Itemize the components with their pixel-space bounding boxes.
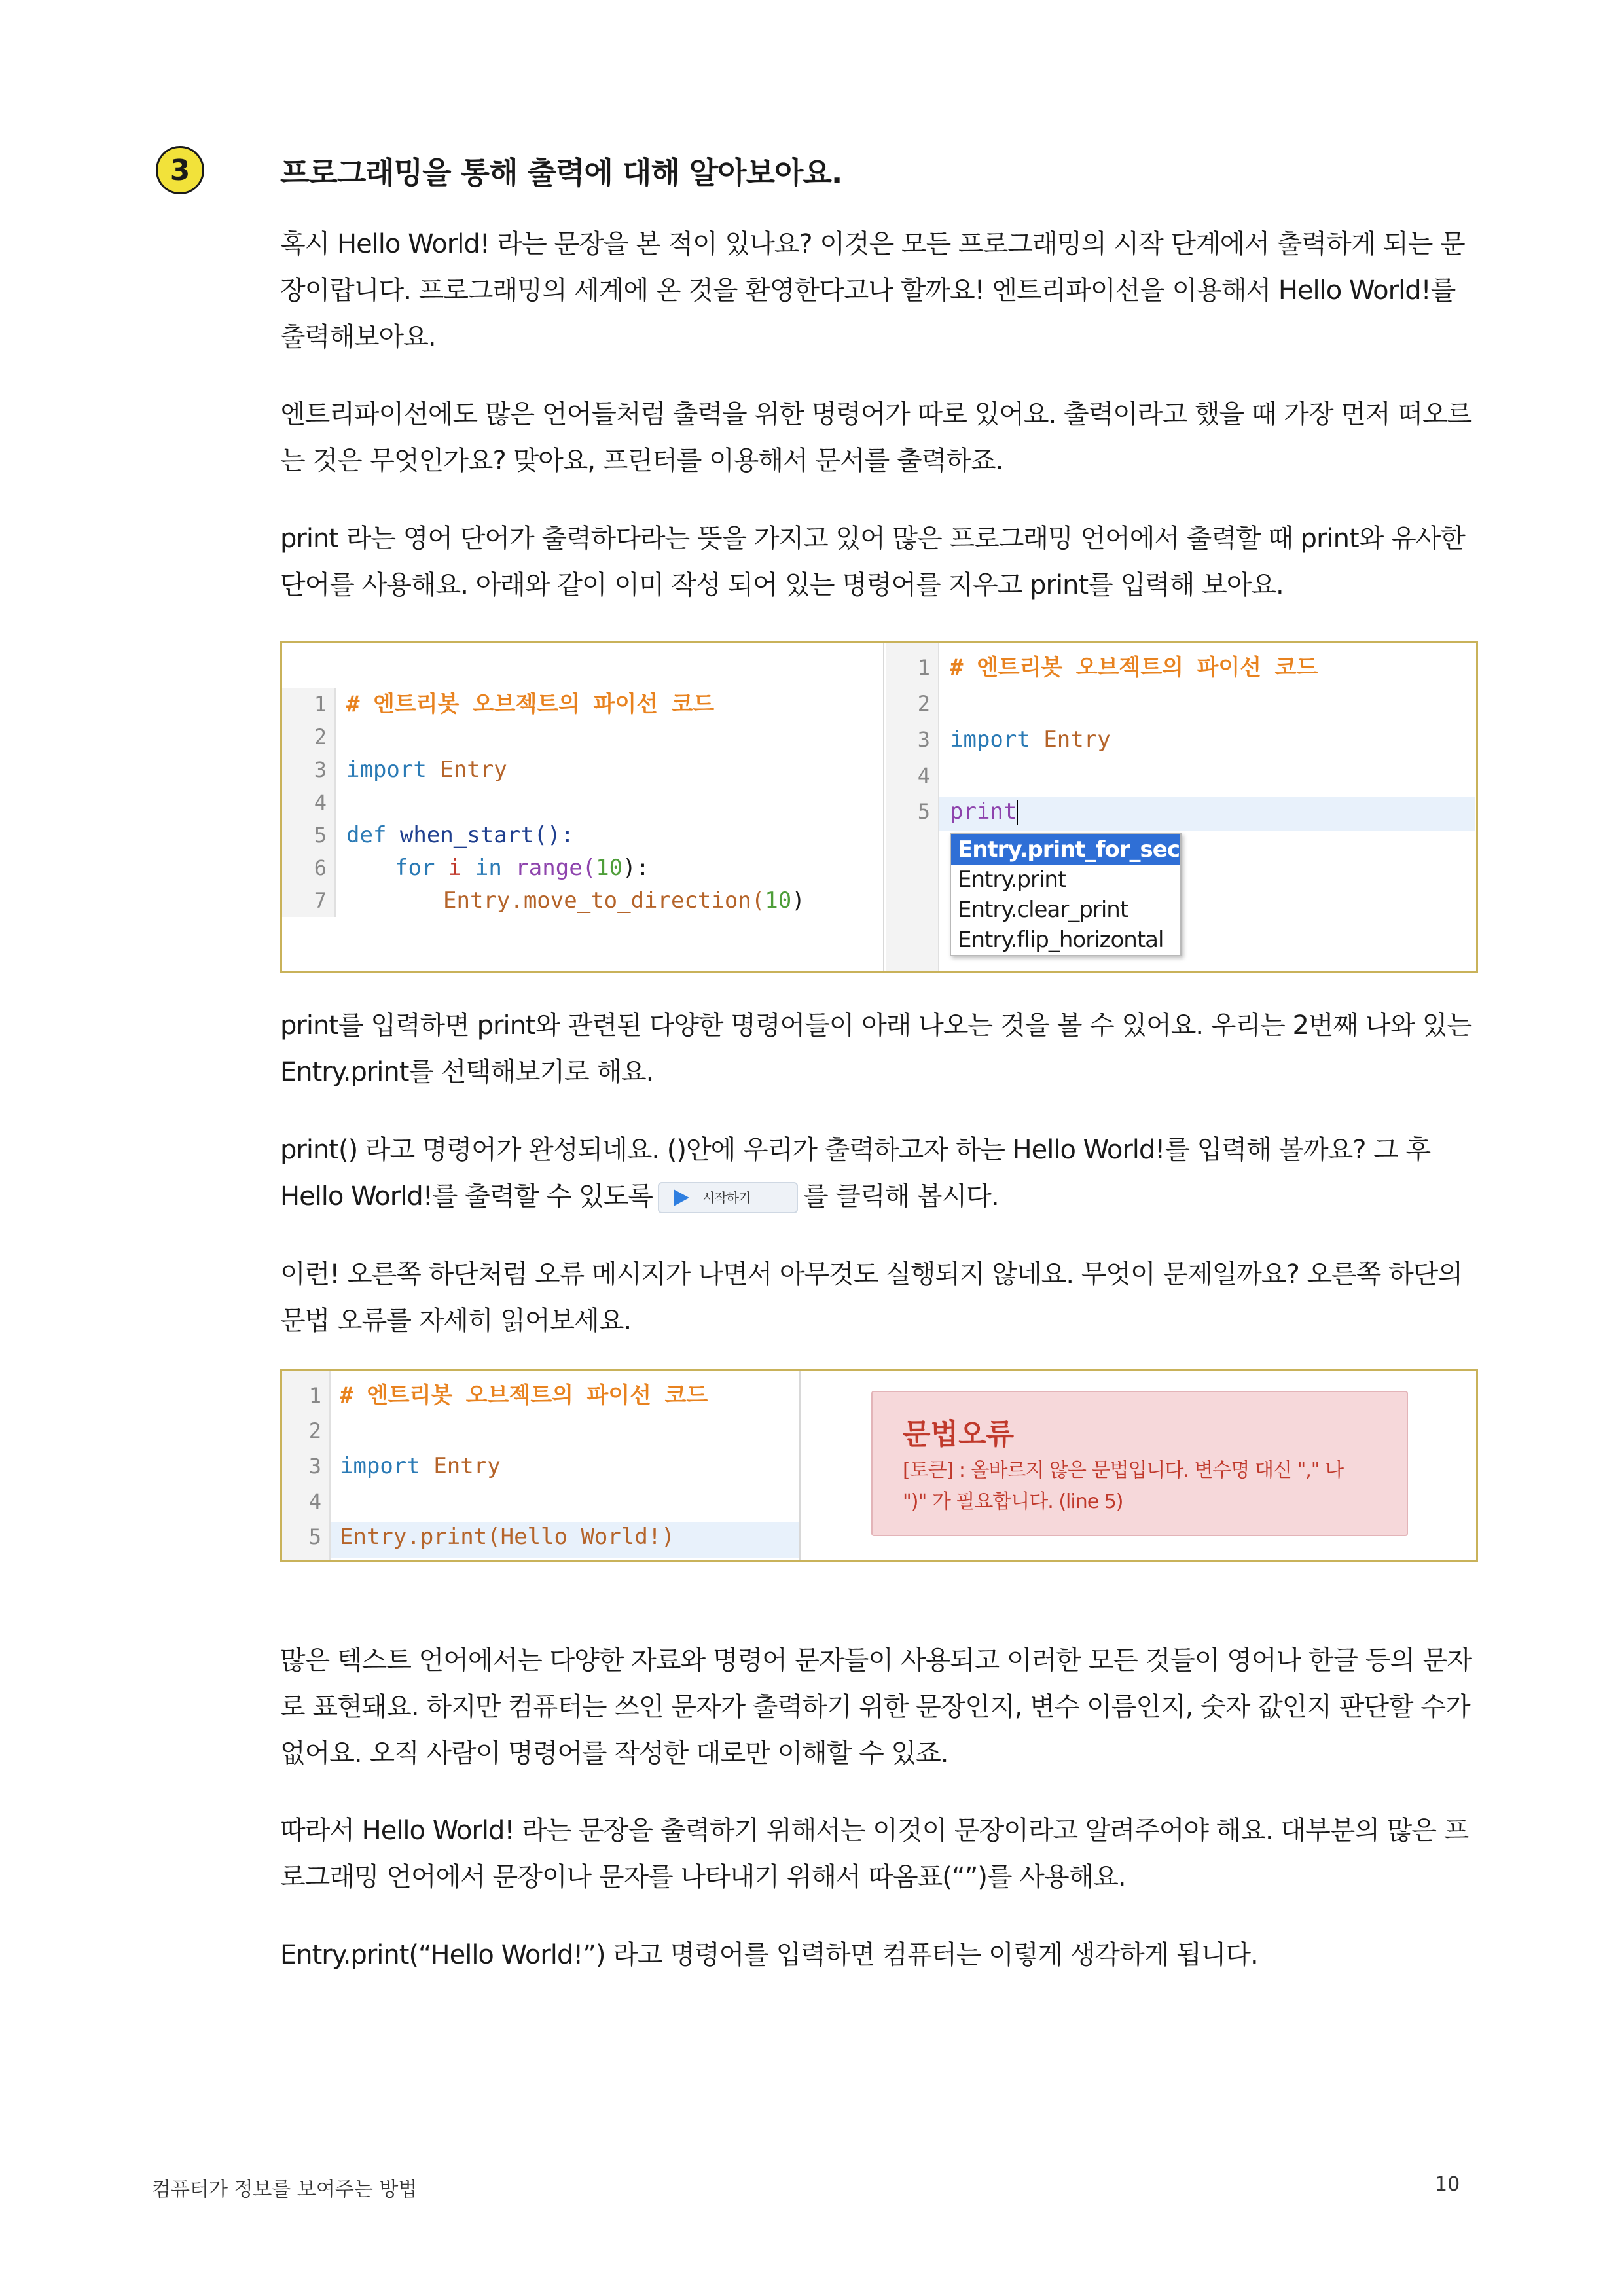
active-line-highlight bbox=[939, 797, 1475, 831]
paragraph-autocomplete: print를 입력하면 print와 관련된 다양한 명령어들이 아래 나오는 것을 볼 수 있어요. 우리는 2번째 나와 있는 Entry.print를 선택해보기로 해요. bbox=[280, 1011, 1472, 1087]
paragraph-print-command: 엔트리파이선에도 많은 언어들처럼 출력을 위한 명령어가 따로 있어요. 출력이라고 했을 때 가장 먼저 떠오르 는 것은 무엇인가요? 맞아요, 프린터를 이용해서 문서를 출력하죠. bbox=[280, 399, 1472, 476]
autocomplete-item[interactable]: Entry.print bbox=[958, 867, 1066, 893]
footer-chapter-title: 컴퓨터가 정보를 보여주는 방법 bbox=[152, 2178, 418, 2201]
syntax-error-message bbox=[871, 1391, 1408, 1536]
code-def-line: def when_start(): bbox=[346, 822, 575, 848]
section-title: 프로그래밍을 통해 출력에 대해 알아보아요. bbox=[280, 155, 842, 190]
paragraph-complete-command: print() 라고 명령어가 완성되네요. ()안에 우리가 출력하고자 하는 Hello World!를 입력해 볼까요? 그 후 Hello World!를 출력할 수 있도록 시작하기 를 클릭해 봅시다. bbox=[280, 1127, 1478, 1220]
code-comment: # 엔트리봇 오브젝트의 파이선 코드 bbox=[340, 1382, 708, 1408]
start-button[interactable]: 시작하기 bbox=[658, 1182, 798, 1213]
code-editor-original: 1 2 3 4 5 6 7 # 엔트리봇 오브젝트의 파이선 코드 import Entry def when_start(): for i in range(10): Entry.move_to_direction(10) bbox=[282, 688, 871, 917]
code-for-line: for i in range(10): bbox=[395, 855, 650, 881]
paragraph-print-word: print 라는 영어 단어가 출력하다라는 뜻을 가지고 있어 많은 프로그래밍 언어에서 출력할 때 print와 유사한 단어를 사용해요. 아래와 같이 이미 작성 되어 있는 명령어를 지우고 print를 입력해 보아요. bbox=[280, 524, 1465, 600]
autocomplete-item[interactable]: Entry.flip_horizontal bbox=[958, 927, 1164, 953]
paragraph-intro: 혹시 Hello World! 라는 문장을 본 적이 있나요? 이것은 모든 프로그래밍의 시작 단계에서 출력하게 되는 문 장이랍니다. 프로그래밍의 세계에 온 것을 환영한다고나 할까요! 엔트리파이선을 이용해서 Hello World!를 출력해보아요. bbox=[280, 229, 1465, 352]
panel-divider bbox=[883, 643, 884, 971]
error-detail: [토큰] : 올바르지 않은 문법입니다. 변수명 대신 "," 나 ")" 가 필요합니다. (line 5) bbox=[903, 1459, 1344, 1513]
code-typed-line[interactable]: print bbox=[950, 798, 1017, 825]
play-icon bbox=[674, 1189, 689, 1206]
paragraph-quotes: 따라서 Hello World! 라는 문장을 출력하기 위해서는 이것이 문장이라고 알려주어야 해요. 대부분의 많은 프 로그래밍 언어에서 문장이나 문자를 나타내기 위해서 따옴표(“”)를 사용해요. bbox=[280, 1816, 1469, 1892]
code-editor-typing: 1 2 3 4 5 # 엔트리봇 오브젝트의 파이선 코드 import Entry print Entry.print_for_sec Entry.print Entry.clear_print Entry.flip_horizontal bbox=[886, 643, 1475, 971]
code-import-line: import Entry bbox=[340, 1453, 501, 1479]
page-number: 10 bbox=[1435, 2173, 1460, 2196]
autocomplete-item[interactable]: Entry.print_for_sec bbox=[951, 834, 1180, 865]
section-number-badge: 3 bbox=[156, 146, 204, 194]
paragraph-text-languages: 많은 텍스트 언어에서는 다양한 자료와 명령어 문자들이 사용되고 이러한 모든 것들이 영어나 한글 등의 문자 로 표현돼요. 하지만 컴퓨터는 쓰인 문자가 출력하기 위한 문장인지, 변수 이름인지, 숫자 값인지 판단할 수가 없어요. 오직 사람이 명령어를 작성한 대로만 이해할 수 있죠. bbox=[280, 1645, 1472, 1768]
text-cursor bbox=[1017, 800, 1018, 825]
code-figure-1 bbox=[280, 641, 1478, 973]
code-figure-2 bbox=[280, 1369, 1478, 1562]
code-import-line: import Entry bbox=[346, 757, 507, 783]
paragraph-error-intro: 이런! 오른쪽 하단처럼 오류 메시지가 나면서 아무것도 실행되지 않네요. 무엇이 문제일까요? 오른쪽 하단의 문법 오류를 자세히 읽어보세요. bbox=[280, 1259, 1463, 1336]
autocomplete-dropdown[interactable] bbox=[950, 833, 1182, 956]
paragraph-entry-print: Entry.print(“Hello World!”) 라고 명령어를 입력하면 컴퓨터는 이렇게 생각하게 됩니다. bbox=[280, 1940, 1258, 1970]
code-comment: # 엔트리봇 오브젝트의 파이선 코드 bbox=[346, 691, 715, 717]
code-call-line: Entry.move_to_direction(10) bbox=[443, 888, 805, 914]
code-editor-error: 1 2 3 4 5 # 엔트리봇 오브젝트의 파이선 코드 import Entry Entry.print(Hello World!) bbox=[282, 1371, 799, 1560]
autocomplete-item[interactable]: Entry.clear_print bbox=[958, 897, 1128, 923]
code-call-line: Entry.print(Hello World!) bbox=[340, 1524, 675, 1550]
panel-divider bbox=[799, 1371, 801, 1560]
code-comment: # 엔트리봇 오브젝트의 파이선 코드 bbox=[950, 655, 1318, 681]
error-title: 문법오류 bbox=[903, 1418, 1015, 1451]
code-import-line: import Entry bbox=[950, 726, 1111, 753]
